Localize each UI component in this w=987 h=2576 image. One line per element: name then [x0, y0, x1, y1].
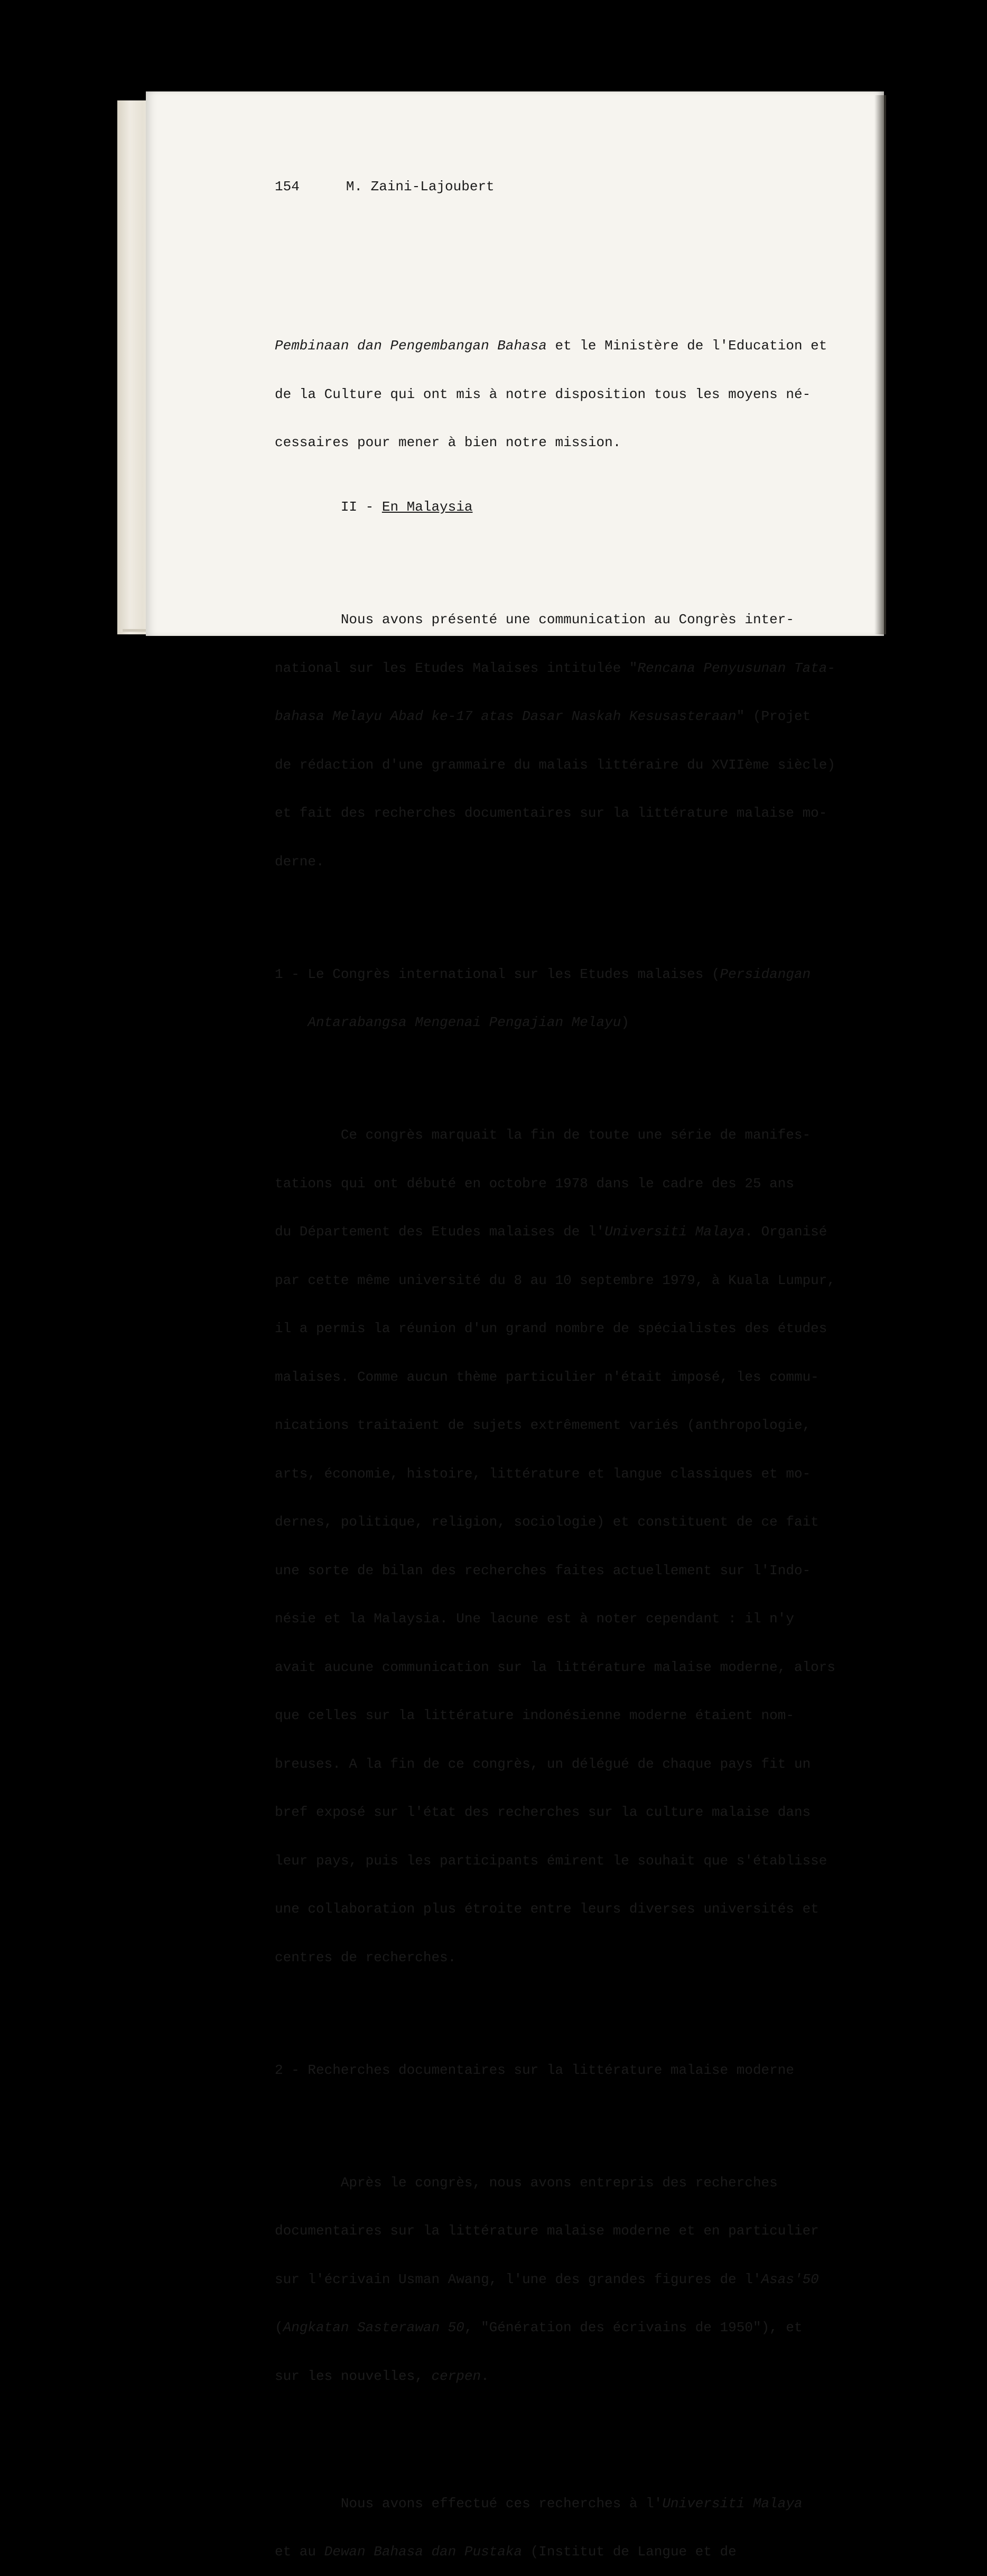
subsection-heading: 1 - Le Congrès international sur les Etudes malaises (Persidangan	[275, 966, 811, 982]
text-line: malaises. Comme aucun thème particulier n'était imposé, les commu-	[275, 1369, 819, 1385]
text-line: Après le congrès, nous avons entrepris des recherches	[340, 2174, 778, 2191]
text-line: bref exposé sur l'état des recherches sur la culture malaise dans	[275, 1804, 811, 1820]
text-line: par cette même université du 8 au 10 septembre 1979, à Kuala Lumpur,	[275, 1272, 835, 1288]
text-line: de la Culture qui ont mis à notre disposition tous les moyens né-	[275, 386, 811, 402]
section-heading: II - En Malaysia	[340, 499, 473, 515]
page-number: 154	[275, 179, 300, 195]
text-line: une collaboration plus étroite entre leurs diverses universités et	[275, 1901, 819, 1917]
text-line: sur les nouvelles, cerpen.	[275, 2368, 489, 2384]
running-header	[275, 179, 495, 195]
text-line: documentaires sur la littérature malaise moderne et en particulier	[275, 2223, 819, 2239]
text-line: cessaires pour mener à bien notre mission.	[275, 435, 621, 450]
text-line: national sur les Etudes Malaises intitulée "Rencana Penyusunan Tata-	[275, 660, 835, 676]
text-line: centres de recherches.	[275, 1949, 457, 1965]
page-gutter-shadow	[874, 95, 886, 634]
text-line: du Département des Etudes malaises de l'Universiti Malaya. Organisé	[275, 1224, 827, 1240]
page-body	[275, 306, 835, 2576]
text-line: nésie et la Malaysia. Une lacune est à noter cependant : il n'y	[275, 1611, 794, 1627]
text-line: avait aucune communication sur la littérature malaise moderne, alors	[275, 1659, 835, 1675]
text-line: breuses. A la fin de ce congrès, un délégué de chaque pays fit un	[275, 1756, 811, 1772]
text-line: derne.	[275, 853, 324, 870]
running-title: M. Zaini-Lajoubert	[346, 179, 495, 195]
text-line: Nous avons présenté une communication au Congrès inter-	[340, 612, 794, 627]
text-line: leur pays, puis les participants émirent le souhait que s'établisse	[275, 1852, 827, 1869]
text-line: que celles sur la littérature indonésienne moderne étaient nom-	[275, 1707, 794, 1723]
text-line: il a permis la réunion d'un grand nombre de spécialistes des études	[275, 1321, 827, 1336]
text-line: (Angkatan Sasterawan 50, "Génération des écrivains de 1950"), et	[275, 2320, 803, 2335]
text-line: nications traitaient de sujets extrêmement variés (anthropologie,	[275, 1417, 811, 1433]
text-line: Pembinaan dan Pengembangan Bahasa et le Ministère de l'Education et	[275, 338, 827, 354]
text-line: bahasa Melayu Abad ke-17 atas Dasar Naskah Kesusasteraan" (Projet	[275, 708, 811, 724]
text-line: Nous avons effectué ces recherches à l'Universiti Malaya	[340, 2495, 803, 2512]
text-line: dernes, politique, religion, sociologie) et constituent de ce fait	[275, 1514, 819, 1530]
text-line: de rédaction d'une grammaire du malais littéraire du XVIIème siècle)	[275, 756, 835, 773]
subsection-heading: 2 - Recherches documentaires sur la littérature malaise moderne	[275, 2062, 794, 2078]
subsection-heading: Antarabangsa Mengenai Pengajian Melayu)	[308, 1014, 629, 1030]
text-line: une sorte de bilan des recherches faites actuellement sur l'Indo-	[275, 1562, 811, 1578]
text-line: Ce congrès marquait la fin de toute une série de manifes-	[340, 1127, 811, 1143]
text-line: arts, économie, histoire, littérature et langue classiques et mo-	[275, 1465, 811, 1482]
text-line: et au Dewan Bahasa dan Pustaka (Institut de Langue et de	[275, 2544, 737, 2560]
text-line: tations qui ont débuté en octobre 1978 dans le cadre des 25 ans	[275, 1175, 794, 1192]
text-line: sur l'écrivain Usman Awang, l'une des grandes figures de l'Asas'50	[275, 2271, 819, 2287]
text-line: et fait des recherches documentaires sur la littérature malaise mo-	[275, 805, 827, 821]
